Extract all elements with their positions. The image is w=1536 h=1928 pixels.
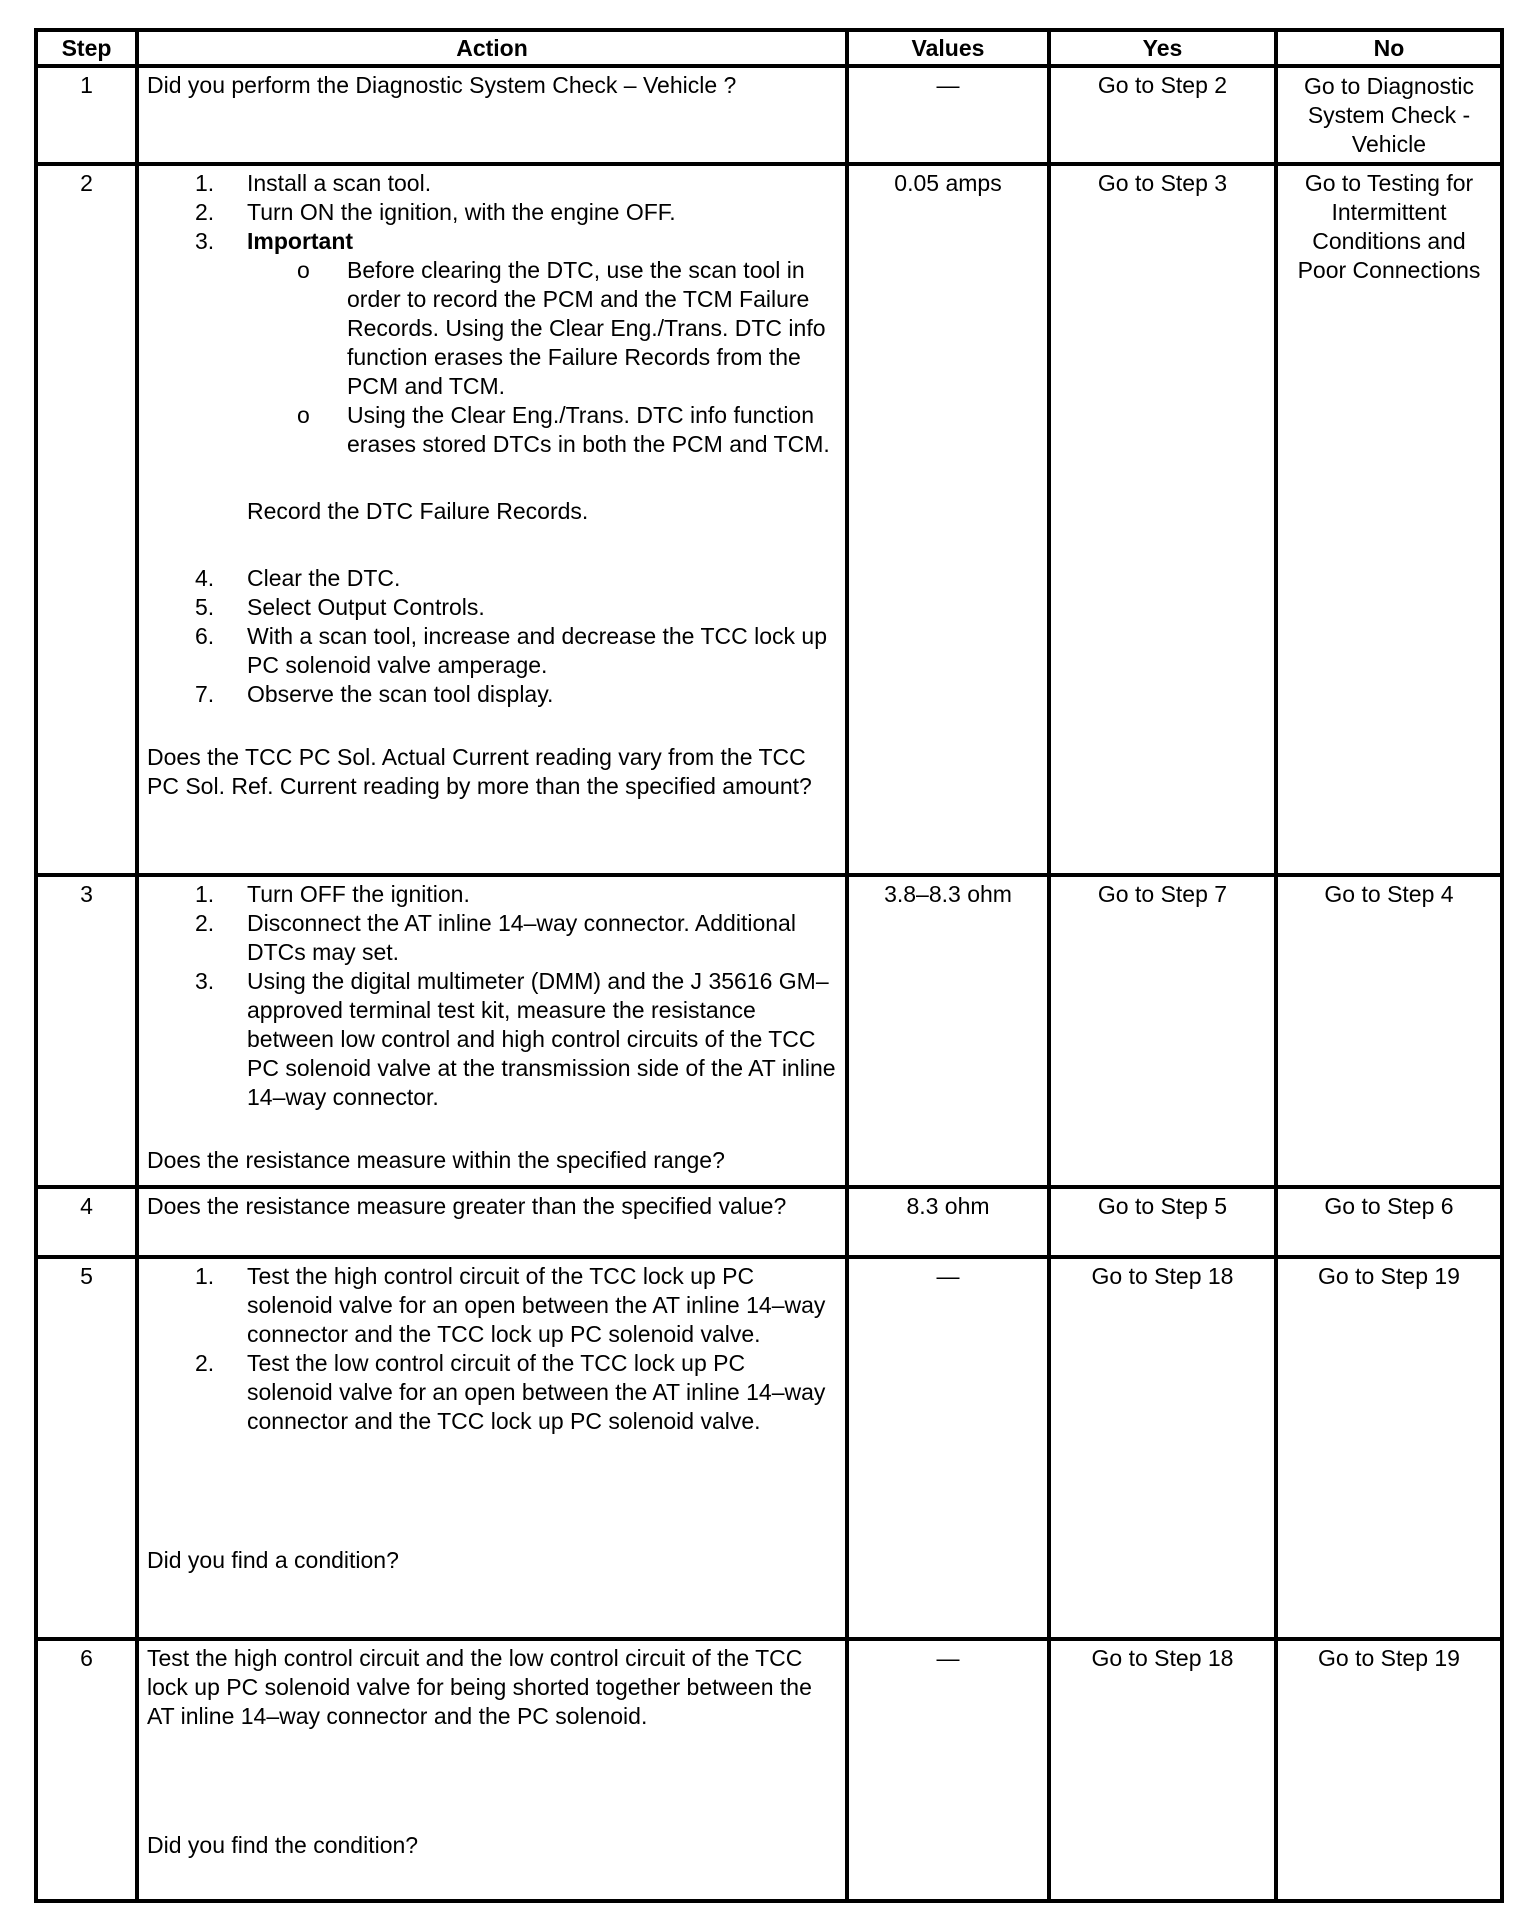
yes-cell: Go to Step 2 <box>1049 66 1276 164</box>
item-text: Install a scan tool. <box>247 170 432 196</box>
list-item <box>195 1262 837 1349</box>
question-text: Does the resistance measure within the specified range? <box>147 1147 725 1173</box>
header-no: No <box>1276 30 1502 66</box>
item-number: 3. <box>195 228 215 254</box>
action-cell <box>137 1187 847 1257</box>
action-cell <box>137 1639 847 1901</box>
header-yes: Yes <box>1049 30 1276 66</box>
no-cell: Go to Step 4 <box>1276 875 1502 1187</box>
item-number: 2. <box>195 199 215 225</box>
item-number: 3. <box>195 968 215 994</box>
instruction-list <box>147 880 837 1112</box>
yes-cell: Go to Step 18 <box>1049 1639 1276 1901</box>
no-cell: Go to Step 19 <box>1276 1257 1502 1639</box>
item-number: 4. <box>195 565 215 591</box>
value-cell: — <box>847 1639 1049 1901</box>
list-item <box>195 198 837 227</box>
question-text: Does the resistance measure greater than the specified value? <box>147 1193 787 1219</box>
table-row <box>36 875 1502 1187</box>
bullet-marker: o <box>297 402 310 428</box>
yes-cell: Go to Step 7 <box>1049 875 1276 1187</box>
step-number: 2 <box>36 164 137 875</box>
list-item <box>195 680 837 709</box>
no-cell: Go to Step 19 <box>1276 1639 1502 1901</box>
list-item <box>195 967 837 1112</box>
item-text: Turn OFF the ignition. <box>247 881 470 907</box>
item-number: 7. <box>195 681 215 707</box>
step-number: 5 <box>36 1257 137 1639</box>
action-cell <box>137 66 847 164</box>
table-row <box>36 1257 1502 1639</box>
list-item <box>195 880 837 909</box>
item-text: Test the high control circuit of the TCC lock up PC solenoid valve for an open between the AT inline 14–way connector and the TCC lock up PC solenoid valve. <box>247 1263 826 1347</box>
item-text: Select Output Controls. <box>247 594 485 620</box>
list-item <box>195 1349 837 1436</box>
table-row <box>36 1187 1502 1257</box>
question-text: Does the TCC PC Sol. Actual Current reading vary from the TCC PC Sol. Ref. Current reading by more than the specified amount? <box>147 744 812 799</box>
item-number: 1. <box>195 881 215 907</box>
item-text: Test the low control circuit of the TCC lock up PC solenoid valve for an open between the AT inline 14–way connector and the TCC lock up PC solenoid valve. <box>247 1350 826 1434</box>
instruction-list <box>147 169 837 459</box>
list-item <box>195 909 837 967</box>
value-cell: 0.05 amps <box>847 164 1049 875</box>
list-item <box>297 401 837 459</box>
header-action: Action <box>137 30 847 66</box>
list-item <box>297 256 837 401</box>
instruction-list <box>147 1262 837 1436</box>
table-row <box>36 1639 1502 1901</box>
item-text: Turn ON the ignition, with the engine OFF. <box>247 199 676 225</box>
diagnostic-table <box>34 28 1504 1903</box>
step-number: 4 <box>36 1187 137 1257</box>
no-cell: Go to Diagnostic System Check - Vehicle <box>1276 66 1502 164</box>
item-text: Observe the scan tool display. <box>247 681 554 707</box>
value-cell: 3.8–8.3 ohm <box>847 875 1049 1187</box>
item-number: 2. <box>195 910 215 936</box>
list-item <box>195 593 837 622</box>
important-label: Important <box>247 228 354 254</box>
yes-cell: Go to Step 18 <box>1049 1257 1276 1639</box>
item-number: 1. <box>195 170 215 196</box>
item-text: Disconnect the AT inline 14–way connector. Additional DTCs may set. <box>247 910 796 965</box>
step-number: 3 <box>36 875 137 1187</box>
no-cell: Go to Testing for Intermittent Conditions and Poor Connections <box>1276 164 1502 875</box>
instruction-list <box>147 564 837 709</box>
item-number: 2. <box>195 1350 215 1376</box>
value-cell: — <box>847 66 1049 164</box>
action-cell <box>137 164 847 875</box>
item-number: 1. <box>195 1263 215 1289</box>
important-notes <box>247 256 837 459</box>
yes-cell: Go to Step 3 <box>1049 164 1276 875</box>
list-item <box>195 622 837 680</box>
item-text: Using the Clear Eng./Trans. DTC info function erases stored DTCs in both the PCM and TCM. <box>347 402 830 457</box>
item-number: 6. <box>195 623 215 649</box>
list-item <box>195 227 837 459</box>
question-text: Did you find the condition? <box>147 1832 419 1858</box>
item-text: Using the digital multimeter (DMM) and the J 35616 GM–approved terminal test kit, measure the resistance between low control and high control circuits of the TCC PC solenoid valve at the transmission side of the AT inline 14–way connector. <box>247 968 836 1110</box>
list-item <box>195 564 837 593</box>
item-number: 5. <box>195 594 215 620</box>
item-text: With a scan tool, increase and decrease the TCC lock up PC solenoid valve amperage. <box>247 623 827 678</box>
list-item <box>195 169 837 198</box>
action-cell <box>137 1257 847 1639</box>
action-text: Test the high control circuit and the low control circuit of the TCC lock up PC solenoid valve for being shorted together between the AT inline 14–way connector and the PC solenoid. <box>147 1645 812 1729</box>
header-row <box>36 30 1502 66</box>
header-step: Step <box>36 30 137 66</box>
value-cell: 8.3 ohm <box>847 1187 1049 1257</box>
step-number: 6 <box>36 1639 137 1901</box>
table-row <box>36 66 1502 164</box>
yes-cell: Go to Step 5 <box>1049 1187 1276 1257</box>
record-instruction: Record the DTC Failure Records. <box>247 498 589 524</box>
item-text: Clear the DTC. <box>247 565 401 591</box>
question-text: Did you perform the Diagnostic System Check – Vehicle ? <box>147 72 737 98</box>
bullet-marker: o <box>297 257 310 283</box>
table-row <box>36 164 1502 875</box>
value-cell: — <box>847 1257 1049 1639</box>
no-cell: Go to Step 6 <box>1276 1187 1502 1257</box>
action-cell <box>137 875 847 1187</box>
question-text: Did you find a condition? <box>147 1547 399 1573</box>
step-number: 1 <box>36 66 137 164</box>
item-text: Before clearing the DTC, use the scan tool in order to record the PCM and the TCM Failure Records. Using the Clear Eng./Trans. DTC info function erases the Failure Records from the PCM and TCM. <box>347 257 826 399</box>
header-values: Values <box>847 30 1049 66</box>
